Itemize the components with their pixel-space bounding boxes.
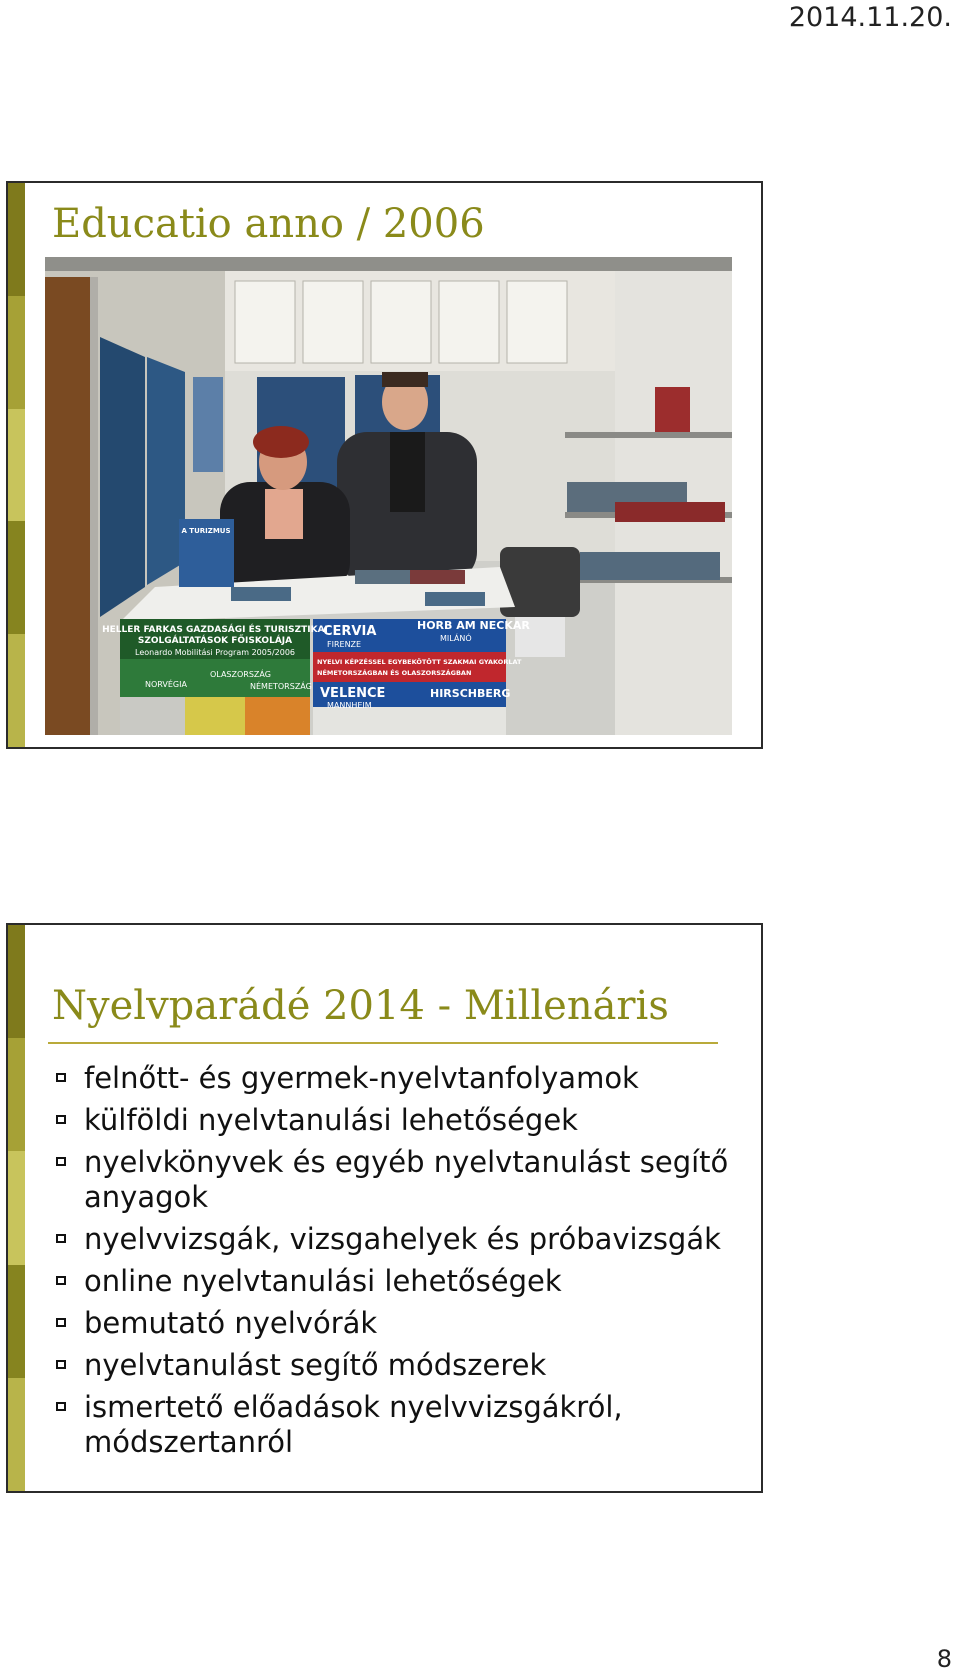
- banner-city-velence: VELENCE: [320, 686, 386, 701]
- banner-country-3: NÉMETORSZÁG: [250, 682, 312, 691]
- banner-country-2: OLASZORSZÁG: [210, 670, 271, 679]
- banner-program-line2: NÉMETORSZÁGBAN ÉS OLASZORSZÁGBAN: [317, 669, 472, 677]
- list-item: külföldi nyelvtanulási lehetőségek: [54, 1103, 754, 1138]
- banner-left-line2: SZOLGÁLTATÁSOK FŐISKOLÁJA: [137, 636, 293, 646]
- square-bullet-icon: [56, 1360, 66, 1369]
- banner-city-firenze: FIRENZE: [327, 640, 362, 649]
- title-underline: [48, 1042, 718, 1044]
- slide-title: Nyelvparádé 2014 - Millenáris: [52, 983, 669, 1029]
- square-bullet-icon: [56, 1318, 66, 1327]
- book-title: A TURIZMUS: [181, 527, 231, 535]
- banner-city-horb: HORB AM NECKAR: [417, 619, 530, 632]
- slide-nyelvparade: [6, 923, 763, 1493]
- list-item: ismertető előadások nyelvvizsgákról, módszertanról: [54, 1390, 754, 1460]
- banner-country-1: NORVÉGIA: [145, 680, 187, 689]
- list-item: nyelvvizsgák, vizsgahelyek és próbavizsgák: [54, 1222, 754, 1257]
- slide-accent-stripe: [8, 925, 25, 1491]
- slide-title: Educatio anno / 2006: [52, 201, 485, 247]
- list-item: nyelvtanulást segítő módszerek: [54, 1348, 754, 1383]
- slide-accent-stripe: [8, 183, 25, 747]
- list-item: bemutató nyelvórák: [54, 1306, 754, 1341]
- list-item: online nyelvtanulási lehetőségek: [54, 1264, 754, 1299]
- banner-left-line1: HELLER FARKAS GAZDASÁGI ÉS TURISZTIKAI: [102, 625, 328, 635]
- header-date: 2014.11.20.: [788, 2, 952, 33]
- banner-left-line3: Leonardo Mobilitási Program 2005/2006: [135, 648, 295, 657]
- square-bullet-icon: [56, 1115, 66, 1124]
- banner-city-hirschberg: HIRSCHBERG: [430, 687, 511, 700]
- exhibition-booth-photo: [45, 257, 732, 735]
- list-item: nyelvkönyvek és egyéb nyelvtanulást segítő anyagok: [54, 1145, 754, 1215]
- banner-city-mannheim: MANNHEIM: [327, 701, 372, 710]
- square-bullet-icon: [56, 1157, 66, 1166]
- page-number: 8: [936, 1645, 952, 1673]
- slide-educatio: [6, 181, 763, 749]
- list-item: felnőtt- és gyermek-nyelvtanfolyamok: [54, 1061, 754, 1096]
- square-bullet-icon: [56, 1276, 66, 1285]
- bullet-list: [54, 1061, 754, 1467]
- square-bullet-icon: [56, 1073, 66, 1082]
- banner-program-line1: NYELVI KÉPZÉSSEL EGYBEKÖTÖTT SZAKMAI GYAKORLAT: [317, 658, 522, 666]
- banner-city-milano: MILÁNÓ: [440, 634, 472, 643]
- square-bullet-icon: [56, 1234, 66, 1243]
- square-bullet-icon: [56, 1402, 66, 1411]
- banner-city-cervia: CERVIA: [323, 624, 377, 639]
